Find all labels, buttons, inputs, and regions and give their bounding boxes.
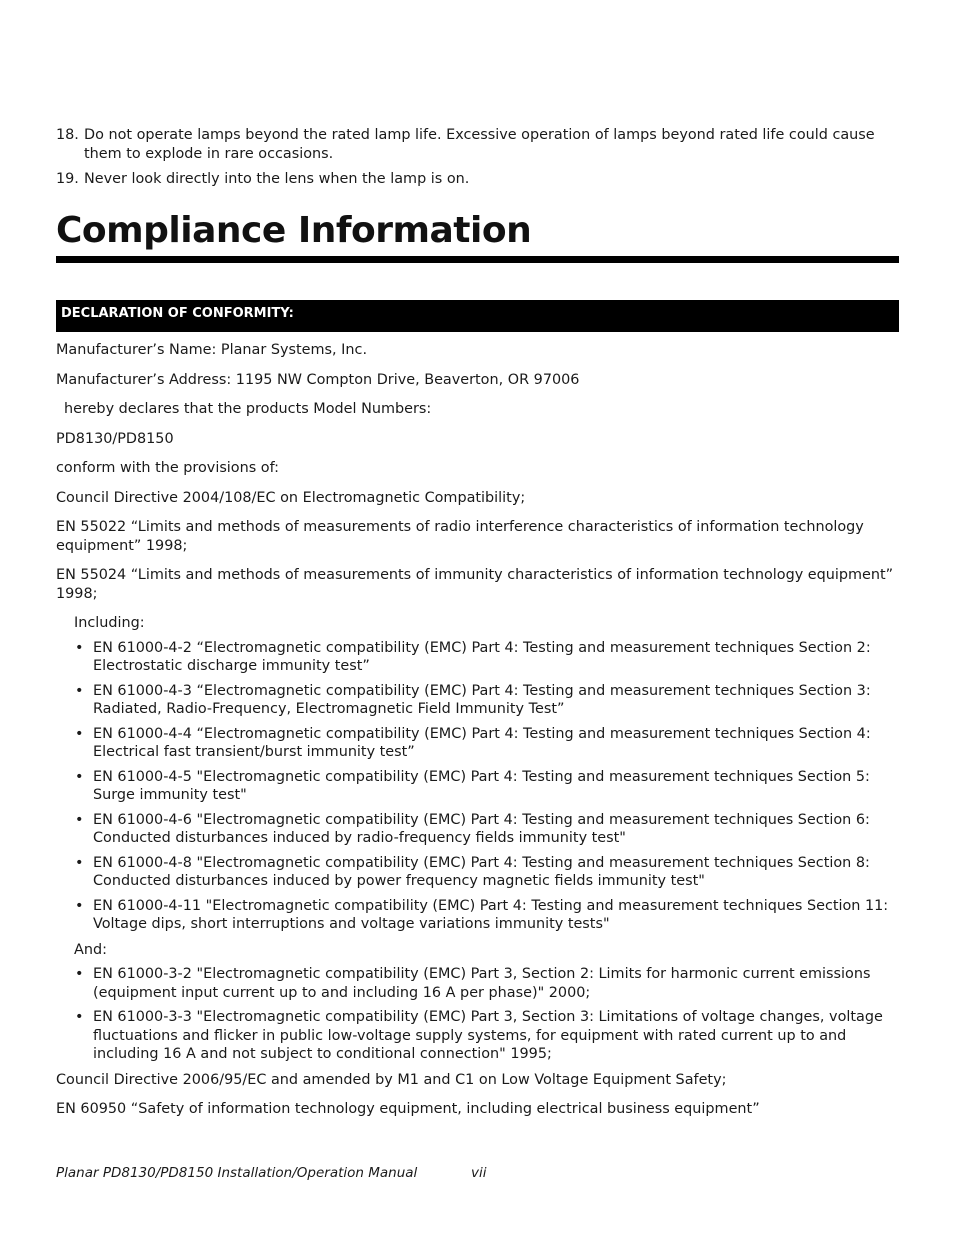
list-item — [56, 126, 899, 163]
item-text: EN 61000-4-2 “Electromagnetic compatibility (EMC) Part 4: Testing and measurement techniques Section 2: Electrostatic discharge immunity test” — [93, 639, 871, 674]
item-text: EN 61000-4-5 "Electromagnetic compatibility (EMC) Part 4: Testing and measurement techniques Section 5: Surge immunity test" — [93, 768, 870, 803]
page-title: Compliance Information — [56, 210, 532, 251]
list-item — [56, 811, 899, 848]
item-text: EN 61000-4-3 “Electromagnetic compatibility (EMC) Part 4: Testing and measurement techniques Section 3: Radiated, Radio-Frequency, Electromagnetic Field Immunity Test” — [93, 682, 871, 717]
item-text: EN 61000-4-6 "Electromagnetic compatibility (EMC) Part 4: Testing and measurement techniques Section 6: Conducted disturbances induced by radio-frequency fields immunity test" — [93, 811, 870, 846]
bullet-icon: • — [75, 768, 84, 785]
declaration-body — [56, 341, 899, 1130]
bullet-icon: • — [75, 811, 84, 828]
manual-page — [56, 0, 899, 1235]
list-item — [56, 1008, 899, 1064]
list-item — [56, 725, 899, 762]
manual-title: Planar PD8130/PD8150 Installation/Operation Manual — [56, 1165, 418, 1181]
council-directive-emc: Council Directive 2004/108/EC on Electromagnetic Compatibility; — [56, 489, 526, 506]
list-item — [56, 854, 899, 891]
item-text: EN 61000-4-11 "Electromagnetic compatibility (EMC) Part 4: Testing and measurement techniques Section 11: Voltage dips, short interruptions and voltage variations immunity tests" — [93, 897, 889, 932]
bullet-icon: • — [75, 725, 84, 742]
page-number: vii — [471, 1165, 487, 1181]
item-text: EN 61000-4-8 "Electromagnetic compatibility (EMC) Part 4: Testing and measurement techniques Section 8: Conducted disturbances induced by power frequency magnetic fields immunity test" — [93, 854, 870, 889]
bullet-icon: • — [75, 639, 84, 656]
item-text: EN 61000-3-2 "Electromagnetic compatibility (EMC) Part 3, Section 2: Limits for harmonic current emissions (equipment input current up to and including 16 A per phase)" 2000; — [93, 966, 871, 1001]
manufacturer-address: Manufacturer’s Address: 1195 NW Compton Drive, Beaverton, OR 97006 — [56, 371, 580, 388]
item-text: EN 61000-3-3 "Electromagnetic compatibility (EMC) Part 3, Section 3: Limitations of voltage changes, voltage fluctuations and flicker in public low-voltage supply systems, for equipment with rated current up to and including 16 A and not subject to conditional connection" 1995; — [93, 1009, 883, 1062]
including-label: Including: — [74, 615, 145, 631]
standard-en55024: EN 55024 “Limits and methods of measurements of immunity characteristics of information technology equipment” 1998; — [56, 567, 894, 602]
bullet-icon: • — [75, 854, 84, 871]
declaration-statement: hereby declares that the products Model Numbers: — [64, 401, 432, 417]
page-footer — [56, 1164, 487, 1182]
including-list — [56, 639, 899, 934]
list-item — [56, 897, 899, 934]
council-directive-lvd: Council Directive 2006/95/EC and amended by M1 and C1 on Low Voltage Equipment Safety; — [56, 1071, 727, 1088]
and-list — [56, 965, 899, 1064]
conform-statement: conform with the provisions of: — [56, 460, 280, 476]
list-item — [56, 639, 899, 676]
standard-en55022: EN 55022 “Limits and methods of measurements of radio interference characteristics of information technology equipment” 1998; — [56, 519, 864, 554]
and-label: And: — [74, 941, 107, 958]
bullet-icon: • — [75, 897, 84, 914]
bullet-icon: • — [75, 682, 84, 699]
bullet-icon: • — [75, 1009, 84, 1025]
manufacturer-name: Manufacturer’s Name: Planar Systems, Inc. — [56, 342, 368, 358]
list-item — [56, 170, 899, 189]
item-text: EN 61000-4-4 “Electromagnetic compatibility (EMC) Part 4: Testing and measurement techniques Section 4: Electrical fast transient/burst immunity test” — [93, 725, 871, 760]
list-item — [56, 682, 899, 719]
list-item — [56, 965, 899, 1002]
item-text: Do not operate lamps beyond the rated lamp life. Excessive operation of lamps beyond rated life could cause them to explode in rare occasions. — [84, 127, 875, 162]
item-number: 18. — [56, 127, 79, 143]
list-item — [56, 768, 899, 805]
bullet-icon: • — [75, 966, 84, 982]
safety-list — [56, 126, 899, 196]
model-numbers: PD8130/PD8150 — [56, 430, 174, 447]
standard-en60950: EN 60950 “Safety of information technology equipment, including electrical business equipment” — [56, 1101, 760, 1117]
section-banner: DECLARATION OF CONFORMITY: — [56, 300, 899, 332]
item-text: Never look directly into the lens when the lamp is on. — [84, 171, 470, 187]
heading-rule — [56, 256, 899, 263]
item-number: 19. — [56, 171, 79, 187]
